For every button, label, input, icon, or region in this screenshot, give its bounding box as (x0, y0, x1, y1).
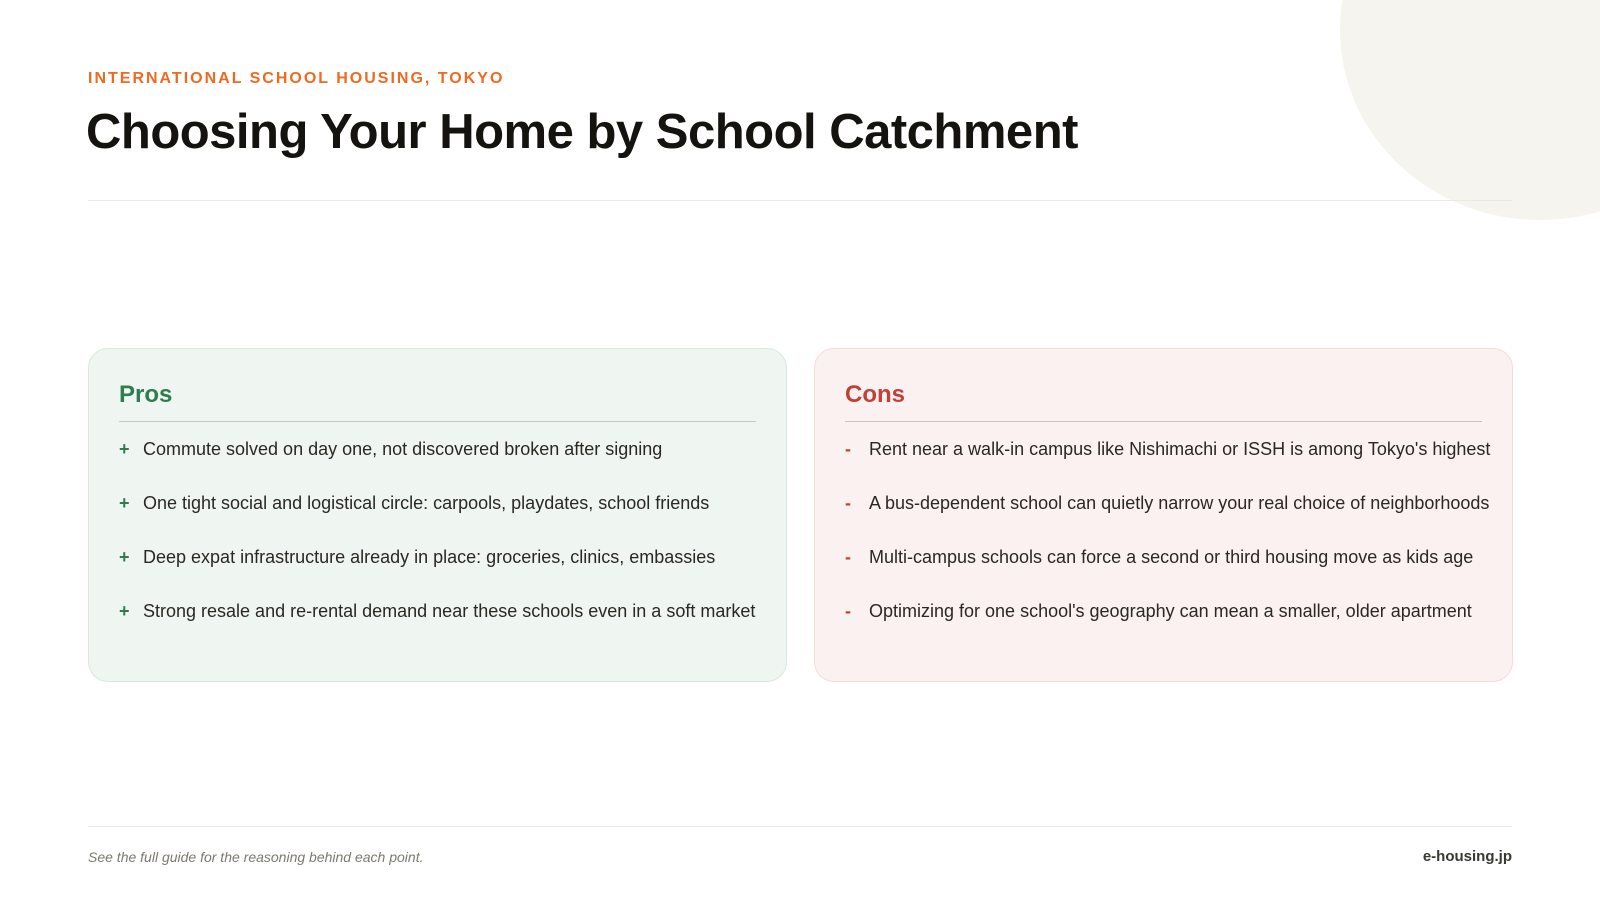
brand-label: e-housing.jp (1422, 848, 1512, 865)
cons-item-text: Multi-campus schools can force a second or third housing move as kids age (869, 547, 1474, 567)
plus-icon: + (119, 493, 130, 513)
decorative-circle (1340, 0, 1600, 220)
pros-item-text: Strong resale and re-rental demand near these schools even in a soft market (143, 601, 756, 621)
cons-item-text: Optimizing for one school's geography can mean a smaller, older apartment (869, 601, 1472, 621)
list-item (119, 598, 756, 652)
pros-list (119, 436, 756, 652)
footer-divider (88, 826, 1512, 827)
eyebrow-label: INTERNATIONAL SCHOOL HOUSING, TOKYO (88, 70, 505, 87)
plus-icon: + (119, 601, 130, 621)
list-item (119, 436, 756, 490)
cons-card (814, 348, 1513, 682)
list-item (845, 490, 1490, 544)
pros-card (88, 348, 787, 682)
plus-icon: + (119, 547, 130, 567)
minus-icon: - (845, 439, 851, 459)
cons-item-text: Rent near a walk-in campus like Nishimachi or ISSH is among Tokyo's highest (869, 439, 1491, 459)
pros-heading: Pros (119, 379, 756, 422)
plus-icon: + (119, 439, 130, 459)
pros-item-text: Deep expat infrastructure already in place: groceries, clinics, embassies (143, 547, 716, 567)
cons-list (845, 436, 1491, 652)
pros-item-text: Commute solved on day one, not discovered broken after signing (143, 439, 663, 459)
list-item (845, 598, 1482, 652)
list-item (845, 436, 1491, 490)
footnote: See the full guide for the reasoning behind each point. (88, 849, 424, 865)
minus-icon: - (845, 601, 851, 621)
list-item (845, 544, 1482, 598)
header-divider (88, 200, 1512, 201)
minus-icon: - (845, 547, 851, 567)
cons-item-text: A bus-dependent school can quietly narrow your real choice of neighborhoods (869, 493, 1490, 513)
minus-icon: - (845, 493, 851, 513)
list-item (119, 490, 756, 544)
page-title: Choosing Your Home by School Catchment (86, 105, 1078, 159)
list-item (119, 544, 756, 598)
cons-heading: Cons (845, 379, 1482, 422)
pros-item-text: One tight social and logistical circle: carpools, playdates, school friends (143, 493, 710, 513)
